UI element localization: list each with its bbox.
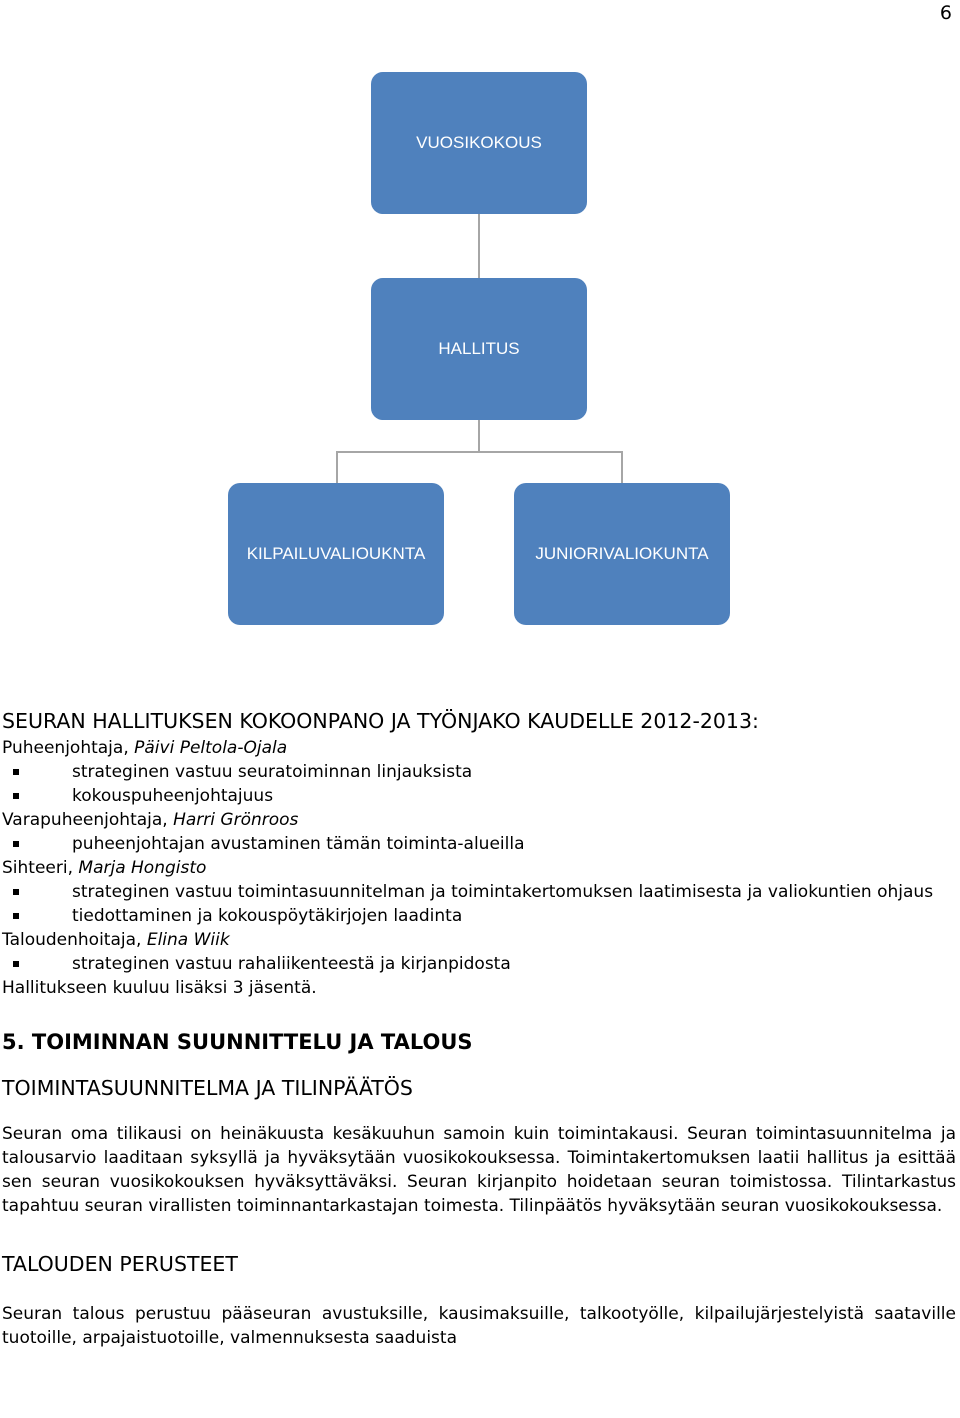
- plan-paragraph: Seuran oma tilikausi on heinäkuusta kesäkuuhun samoin kuin toimintakausi. Seuran toimintasuunnitelma ja talousarvio laaditaan syksyllä ja hyväksytään vuosikokouksessa. Toimintakertomuksen laatii hallitus ja esittää sen seuran vuosikokouksen hyväksyttäväksi. Seuran kirjanpito hoidetaan seuran toimistossa. Tilintarkastus tapahtuu seuran virallisten toiminnantarkastajan toimesta. Tilinpäätös hyväksytään seuran vuosikokouksessa.: [2, 1124, 956, 1216]
- role-title: Varapuheenjohtaja,: [2, 810, 174, 830]
- connector-middle-down: [478, 420, 480, 452]
- role-treasurer: [2, 928, 956, 952]
- org-box-vuosikokous: VUOSIKOKOUS: [371, 72, 587, 214]
- finance-paragraph: Seuran talous perustuu pääseuran avustuksille, kausimaksuille, talkootyölle, kilpailujärjestelyistä saataville tuotoille, arpajaistuotoille, valmennuksesta saaduista: [2, 1304, 956, 1348]
- task-list: [2, 880, 956, 928]
- task-list: [2, 760, 956, 808]
- board-note: Hallitukseen kuuluu lisäksi 3 jäsentä.: [2, 978, 317, 998]
- org-box-juniorivaliokunta: JUNIORIVALIOKUNTA: [514, 483, 730, 625]
- org-box-hallitus: HALLITUS: [371, 278, 587, 420]
- finance-heading: TALOUDEN PERUSTEET: [2, 1252, 238, 1276]
- role-name: Harri Grönroos: [173, 810, 299, 830]
- connector-horizontal: [336, 451, 623, 453]
- task-item: tiedottaminen ja kokouspöytäkirjojen laadinta: [2, 904, 956, 928]
- task-item: strateginen vastuu seuratoiminnan linjauksista: [2, 760, 956, 784]
- role-title: Taloudenhoitaja,: [2, 930, 147, 950]
- plan-heading: TOIMINTASUUNNITELMA JA TILINPÄÄTÖS: [2, 1076, 413, 1100]
- connector-top-middle: [478, 214, 480, 278]
- board-heading: SEURAN HALLITUKSEN KOKOONPANO JA TYÖNJAKO KAUDELLE 2012-2013:: [2, 709, 759, 733]
- task-item: kokouspuheenjohtajuus: [2, 784, 956, 808]
- role-title: Sihteeri,: [2, 858, 79, 878]
- connector-left-drop: [336, 451, 338, 483]
- role-name: Elina Wiik: [146, 930, 230, 950]
- role-title: Puheenjohtaja,: [2, 738, 135, 758]
- task-item: strateginen vastuu rahaliikenteestä ja kirjanpidosta: [2, 952, 956, 976]
- org-box-kilpailuvaliokunta: KILPAILUVALIOUKNTA: [228, 483, 444, 625]
- role-secretary: [2, 856, 956, 880]
- connector-right-drop: [621, 451, 623, 483]
- task-list: [2, 952, 956, 976]
- chapter-heading: 5. TOIMINNAN SUUNNITTELU JA TALOUS: [2, 1030, 473, 1054]
- role-name: Päivi Peltola-Ojala: [134, 738, 288, 758]
- task-item: puheenjohtajan avustaminen tämän toiminta-alueilla: [2, 832, 956, 856]
- task-item: strateginen vastuu toimintasuunnitelman ja toimintakertomuksen laatimisesta ja valiokuntien ohjaus: [2, 880, 956, 904]
- role-chair: [2, 736, 956, 760]
- role-name: Marja Hongisto: [78, 858, 207, 878]
- page-number: 6: [939, 2, 952, 24]
- document-content: [2, 706, 956, 1350]
- org-chart: [0, 0, 960, 640]
- role-vice-chair: [2, 808, 956, 832]
- task-list: [2, 832, 956, 856]
